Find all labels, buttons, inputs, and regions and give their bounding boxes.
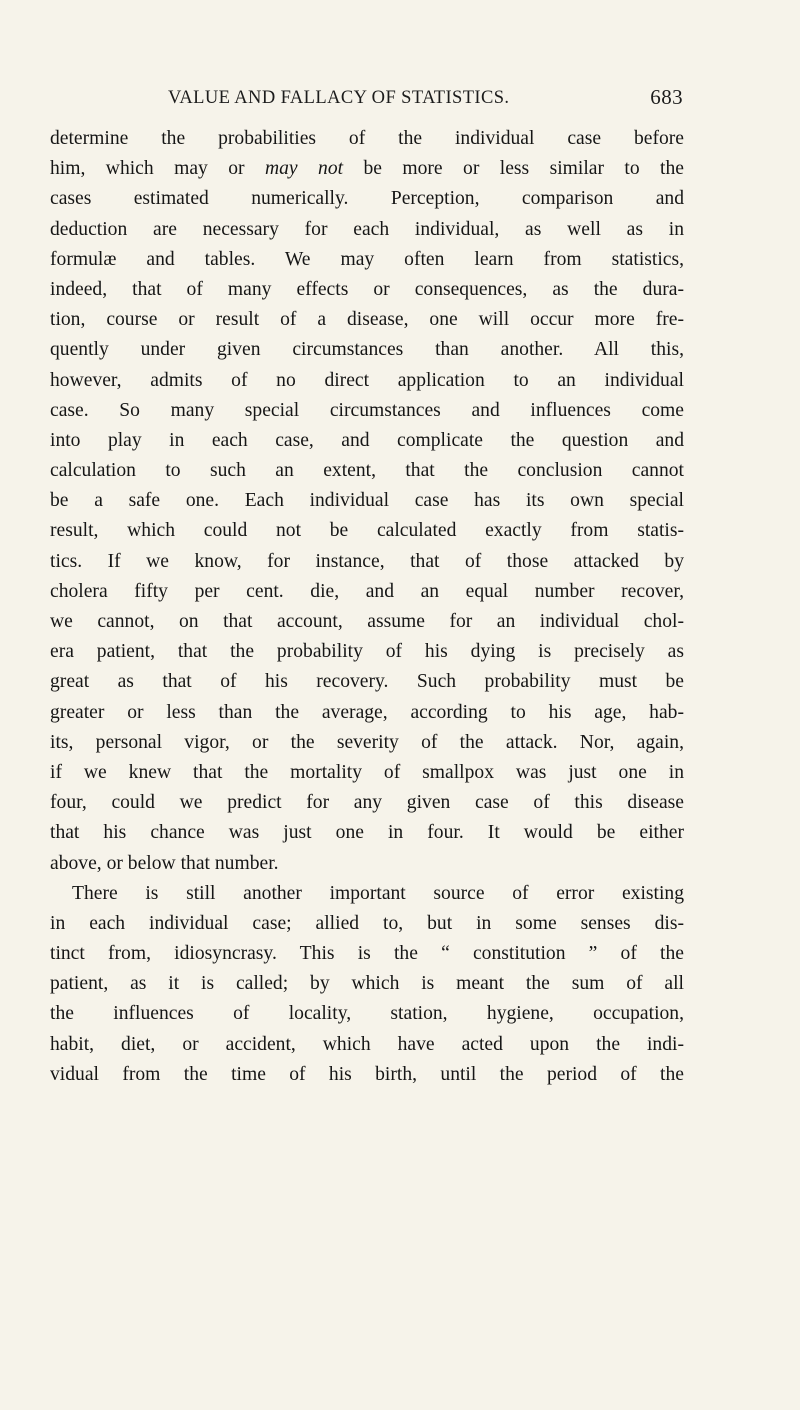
text-line: case. So many special circumstances and influences come	[50, 399, 684, 421]
text-line: indeed, that of many effects or consequences, as the dura-	[50, 278, 684, 300]
body-text	[50, 124, 684, 1090]
text-line: cases estimated numerically. Perception, comparison and	[50, 188, 684, 210]
paragraph-start-line: There is still another important source of error existing	[72, 882, 684, 904]
text-line: great as that of his recovery. Such probability must be	[50, 671, 684, 693]
running-head: VALUE AND FALLACY OF STATISTICS.	[168, 88, 510, 108]
text-line: patient, as it is called; by which is meant the sum of all	[50, 973, 684, 995]
text-line: that his chance was just one in four. It would be either	[50, 822, 684, 844]
text-line: into play in each case, and complicate the question and	[50, 429, 684, 451]
text-line: deduction are necessary for each individual, as well as in	[50, 218, 684, 240]
text-line: four, could we predict for any given case of this disease	[50, 792, 684, 814]
page-number: 683	[650, 85, 683, 109]
text-line: the influences of locality, station, hygiene, occupation,	[50, 1003, 684, 1025]
text-line: quently under given circumstances than another. All this,	[50, 339, 684, 361]
text-line: formulæ and tables. We may often learn from statistics,	[50, 248, 684, 270]
text-line: tinct from, idiosyncrasy. This is the “ constitution ” of the	[50, 943, 684, 965]
text-line: we cannot, on that account, assume for an individual chol-	[50, 611, 684, 632]
text-line: however, admits of no direct application to an individual	[50, 369, 684, 391]
text-line: in each individual case; allied to, but in some senses dis-	[50, 912, 684, 934]
text-line: him, which may or may not be more or less similar to the	[50, 158, 684, 180]
text-line: result, which could not be calculated exactly from statis-	[50, 520, 684, 542]
page-header	[168, 85, 683, 116]
paragraph-end-line: above, or below that number.	[50, 852, 279, 874]
text-line: greater or less than the average, according to his age, hab-	[50, 701, 684, 723]
text-line: habit, diet, or accident, which have acted upon the indi-	[50, 1033, 684, 1055]
text-line: if we knew that the mortality of smallpox was just one in	[50, 761, 684, 783]
text-line: era patient, that the probability of his dying is precisely as	[50, 641, 684, 663]
text-line: calculation to such an extent, that the conclusion cannot	[50, 460, 684, 482]
text-line: tion, course or result of a disease, one will occur more fre-	[50, 309, 684, 331]
text-line: be a safe one. Each individual case has its own special	[50, 490, 684, 512]
text-line: its, personal vigor, or the severity of the attack. Nor, again,	[50, 731, 684, 753]
text-line: vidual from the time of his birth, until the period of the	[50, 1063, 684, 1085]
text-line: tics. If we know, for instance, that of those attacked by	[50, 550, 684, 572]
text-line: determine the probabilities of the individual case before	[50, 128, 684, 149]
text-line: cholera fifty per cent. die, and an equal number recover,	[50, 580, 684, 602]
